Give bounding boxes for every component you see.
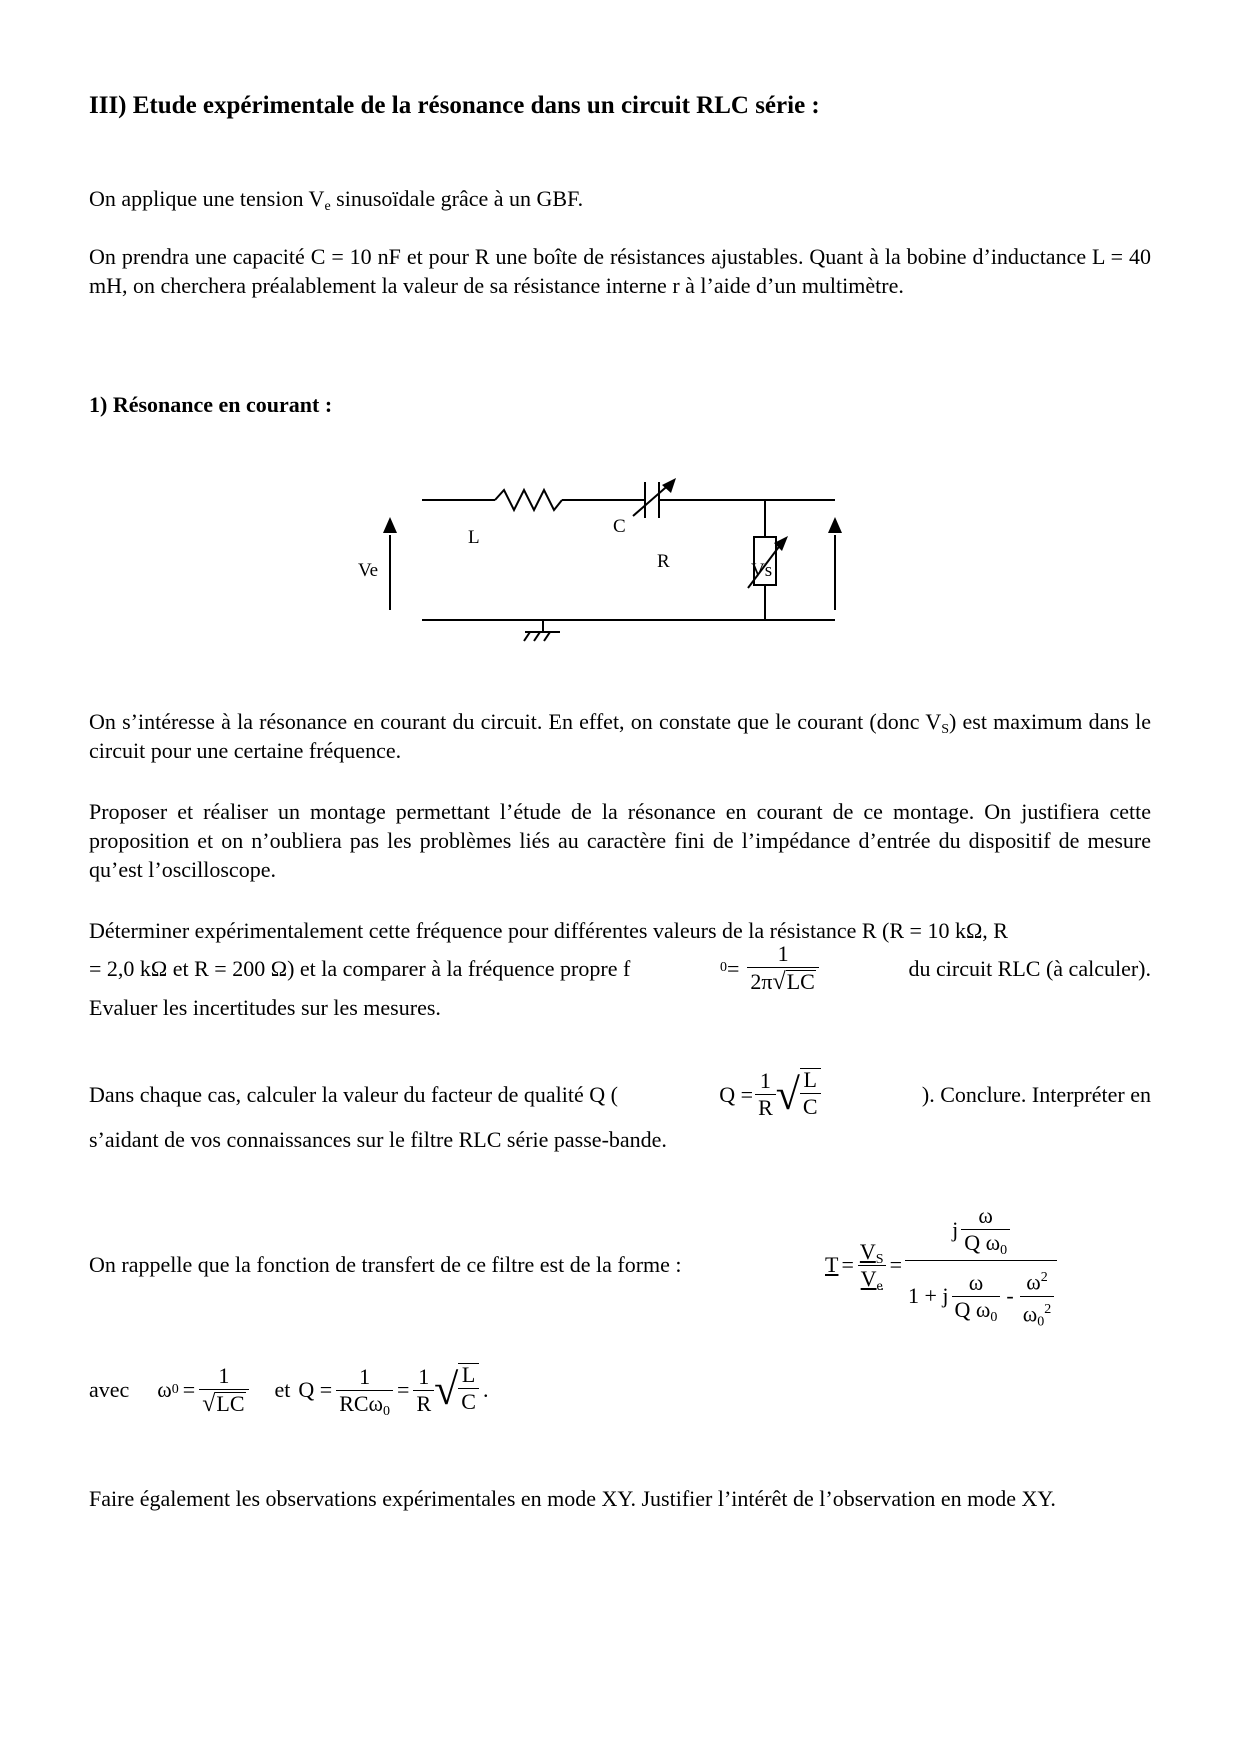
f0-num: 1 xyxy=(777,941,789,966)
paragraph-frequency xyxy=(89,916,1151,1022)
p5-line3: Evaluer les incertitudes sur les mesures. xyxy=(89,995,441,1020)
p5-line2-b: du circuit RLC (à calculer). xyxy=(908,955,1151,981)
inductor-zigzag xyxy=(495,490,562,510)
transfer-function: T = $\frac{V_S}{V_e}$ = j $\frac{\omega}{Q \omega_0}$ 1 + j $\frac{\omega}{Q \omega_0}$ - $\frac{\omega^2}{\omega_0^2}$ xyxy=(825,1200,1057,1330)
p1-text-a: On applique une tension V xyxy=(89,186,325,211)
omega0-q-formula: avec ω 0 = $\frac{1}{√LC}$ et Q = $\frac{1}{RC\omega_0}$ = $\frac{1}{R}$ √ $\frac{L}{C}$ . xyxy=(89,1362,489,1419)
paragraph-resonance xyxy=(89,707,1151,765)
p6-line2: s’aidant de vos connaissances sur le filtre RLC série passe-bande. xyxy=(89,1127,667,1152)
label-Ve: Ve xyxy=(358,560,379,581)
paragraph-montage: Proposer et réaliser un montage permettant l’étude de la résonance en courant de ce montage. On justifiera cette proposition et on n’oubliera pas les problèmes liés au caractère fini de l’impédance d’entrée du dispositif de mesure qu’est l’oscilloscope. xyxy=(89,799,1151,882)
label-Vs: Vs xyxy=(751,560,773,581)
p6-q-eq: Q = xyxy=(719,1082,754,1107)
p6-line1: Dans chaque cas, calculer la valeur du facteur de qualité Q ( Q = $\frac{1}{R}$ √ $\frac{L}{C}$ ). Conclure. Interpréter en xyxy=(89,1066,1151,1120)
p5-eq: = xyxy=(726,955,740,981)
tf-T: T xyxy=(825,1252,839,1277)
tf-main-fraction: j $\frac{\omega}{Q \omega_0}$ 1 + j $\frac{\omega}{Q \omega_0}$ - $\frac{\omega^2}{\omega_0^2}$ xyxy=(905,1205,1057,1325)
p1-text-b: sinusoïdale grâce à un GBF. xyxy=(330,186,584,211)
rlc-circuit-diagram xyxy=(358,460,860,660)
label-L: L xyxy=(468,527,480,548)
tf-vs-ve: $\frac{V_S}{V_e}$ xyxy=(857,1241,887,1290)
p3-text-a: On s’intéresse à la résonance en courant du circuit. En effet, on constate que le courant (donc V xyxy=(89,709,942,734)
paragraph-xy-mode: Faire également les observations expérimentales en mode XY. Justifier l’intérêt de l’observation en mode XY. xyxy=(89,1486,1056,1511)
section-title: III) Etude expérimentale de la résonance dans un circuit RLC série : xyxy=(89,92,820,119)
p3-text-b: ) est maximum dans le circuit pour une certaine fréquence. xyxy=(89,709,1151,763)
paragraph-quality xyxy=(89,1066,1151,1154)
q-lc-fraction: $\frac{L}{C}$ xyxy=(458,1363,479,1413)
p5-line1: Déterminer expérimentalement cette fréquence pour différentes valeurs de la résistance R (R = 10 kΩ, R xyxy=(89,918,1008,943)
p7-text: On rappelle que la fonction de transfert de ce filtre est de la forme : xyxy=(89,1252,682,1277)
f0-fraction xyxy=(747,943,818,993)
paragraph-gbf xyxy=(89,184,1151,213)
omega0-fraction: $\frac{1}{√LC}$ xyxy=(199,1365,248,1415)
p6-text-b: ). Conclure. Interpréter en xyxy=(921,1082,1151,1107)
f0-den: 2π√LC xyxy=(747,967,818,993)
capacitor-arrow-head xyxy=(662,478,676,493)
p5-line2-a: = 2,0 kΩ et R = 200 Ω) et la comparer à la fréquence propre f xyxy=(89,955,631,981)
ve-arrow-head xyxy=(383,517,397,533)
p6-text-a: Dans chaque cas, calculer la valeur du facteur de qualité Q ( xyxy=(89,1082,618,1107)
q-frac-1: $\frac{1}{R}$ xyxy=(755,1070,776,1119)
label-R: R xyxy=(657,551,670,572)
label-C: C xyxy=(613,516,626,537)
p1-sub: e xyxy=(324,199,331,214)
p5-line2: = 2,0 kΩ et R = 200 Ω) et la comparer à la fréquence propre f 0 = $\frac{1}{2\pi√LC}$ du circuit RLC (à calculer). xyxy=(89,941,1151,995)
q-rc-fraction: $\frac{1}{RC\omega_0}$ xyxy=(336,1366,393,1415)
q-r-fraction: $\frac{1}{R}$ xyxy=(413,1366,434,1415)
vs-arrow-head xyxy=(828,517,842,533)
p3-sub: S xyxy=(941,722,950,737)
paragraph-components: On prendra une capacité C = 10 nF et pour R une boîte de résistances ajustables. Quant à la bobine d’inductance L = 40 mH, on cherchera préalablement la valeur de sa résistance interne r à l’aide d’un multimètre. xyxy=(89,244,1151,298)
p8-avec: avec xyxy=(89,1377,130,1402)
q-frac-lc: $\frac{L}{C}$ xyxy=(800,1068,821,1118)
subsection-title: 1) Résonance en courant : xyxy=(89,392,333,417)
